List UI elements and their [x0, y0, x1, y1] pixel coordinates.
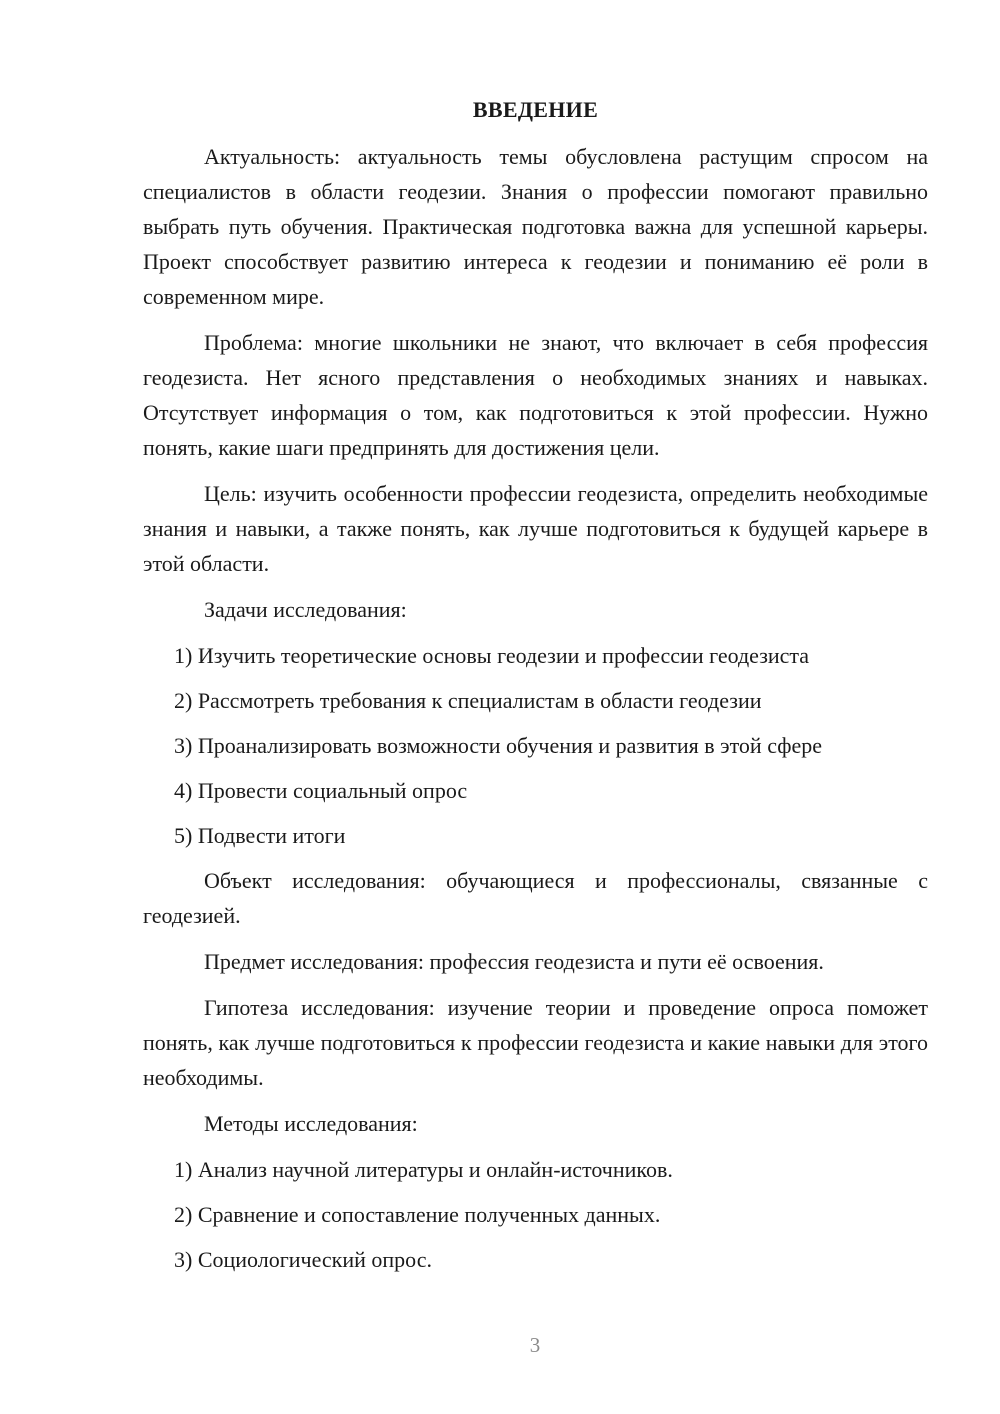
page-number-label: 3 — [529, 1333, 541, 1357]
methods-list — [143, 1152, 928, 1277]
tasks-list — [143, 638, 928, 853]
tasks-heading: Задачи исследования: — [204, 597, 407, 622]
page-title: ВВЕДЕНИЕ — [472, 97, 599, 122]
list-item: 4) Провести социальный опрос — [174, 778, 468, 803]
list-item: 3) Проанализировать возможности обучения и развития в этой сфере — [174, 733, 823, 758]
list-item: 3) Социологический опрос. — [174, 1247, 432, 1272]
list-item: 1) Анализ научной литературы и онлайн-источников. — [174, 1157, 673, 1182]
methods-heading: Методы исследования: — [204, 1111, 418, 1136]
list-item: 5) Подвести итоги — [174, 823, 346, 848]
relevance-paragraph: Актуальность: актуальность темы обусловлена растущим спросом на специалистов в области геодезии. Знания о профессии помогают правильно выбрать путь обучения. Практическая подготовка важна для успешной карьеры. Проект способствует развитию интереса к геодезии и пониманию её роли в современном мире. — [143, 144, 928, 309]
list-item: 2) Сравнение и сопоставление полученных данных. — [174, 1202, 661, 1227]
object-paragraph: Объект исследования: обучающиеся и профессионалы, связанные с геодезией. — [143, 868, 928, 928]
hypothesis-paragraph: Гипотеза исследования: изучение теории и проведение опроса поможет понять, как лучше подготовиться к профессии геодезиста и какие навыки для этого необходимы. — [143, 995, 928, 1090]
list-item: 1) Изучить теоретические основы геодезии и профессии геодезиста — [174, 643, 810, 668]
page-number — [0, 1333, 1000, 1358]
subject-paragraph: Предмет исследования: профессия геодезиста и пути её освоения. — [204, 949, 824, 974]
page-content — [143, 92, 928, 1287]
list-item: 2) Рассмотреть требования к специалистам в области геодезии — [174, 688, 762, 713]
goal-paragraph: Цель: изучить особенности профессии геодезиста, определить необходимые знания и навыки, а также понять, как лучше подготовиться к будущей карьере в этой области. — [143, 481, 928, 576]
problem-paragraph: Проблема: многие школьники не знают, что включает в себя профессия геодезиста. Нет ясного представления о необходимых знаниях и навыках. Отсутствует информация о том, как подготовиться к этой профессии. Нужно понять, какие шаги предпринять для достижения цели. — [143, 330, 928, 460]
